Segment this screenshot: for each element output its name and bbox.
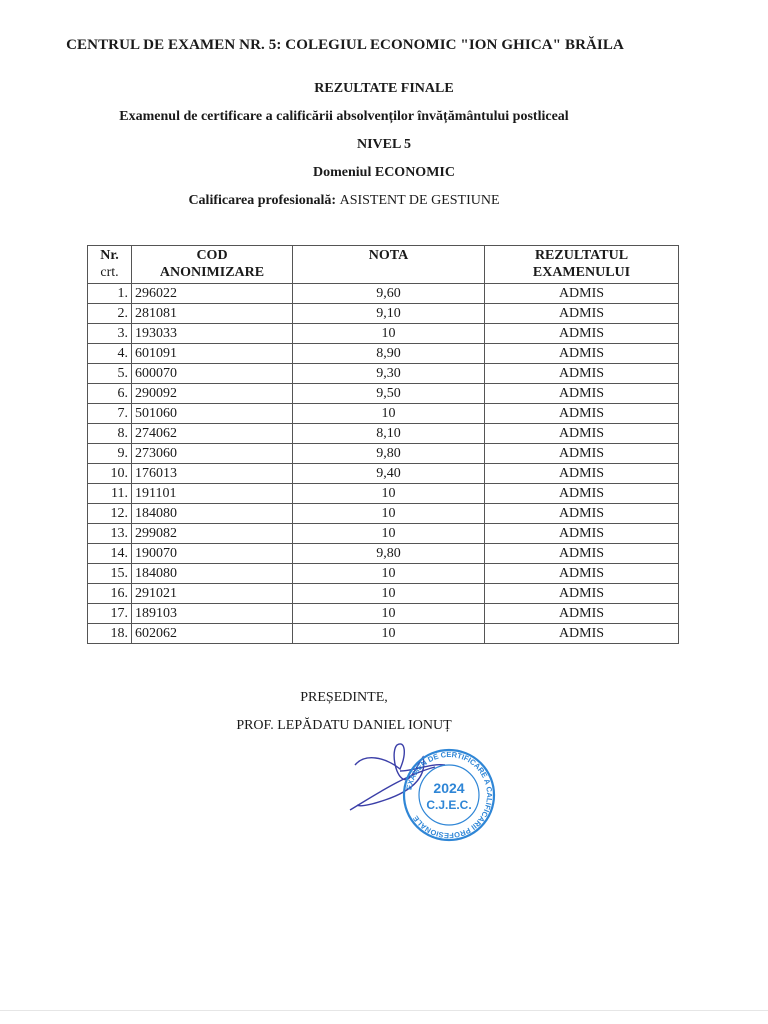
row-grade: 9,80 xyxy=(293,444,485,464)
header-nota: NOTA xyxy=(293,246,485,284)
seal-year: 2024 xyxy=(433,780,465,796)
exam-center-title: CENTRUL DE EXAMEN NR. 5: COLEGIUL ECONOMIC "ION GHICA" BRĂILA xyxy=(66,37,624,53)
row-code: 299082 xyxy=(132,524,293,544)
row-result: ADMIS xyxy=(485,624,679,644)
qualification-line xyxy=(0,193,728,209)
row-code: 291021 xyxy=(132,584,293,604)
row-result: ADMIS xyxy=(485,304,679,324)
row-grade: 8,10 xyxy=(293,424,485,444)
row-number: 10. xyxy=(88,464,132,484)
row-grade: 9,10 xyxy=(293,304,485,324)
row-grade: 10 xyxy=(293,404,485,424)
row-code: 601091 xyxy=(132,344,293,364)
row-grade: 10 xyxy=(293,624,485,644)
row-code: 602062 xyxy=(132,624,293,644)
row-grade: 8,90 xyxy=(293,344,485,364)
row-grade: 10 xyxy=(293,324,485,344)
row-result: ADMIS xyxy=(485,544,679,564)
row-result: ADMIS xyxy=(485,444,679,464)
row-result: ADMIS xyxy=(485,564,679,584)
row-number: 15. xyxy=(88,564,132,584)
row-grade: 10 xyxy=(293,524,485,544)
stamp-signature xyxy=(345,735,505,845)
row-number: 4. xyxy=(88,344,132,364)
row-result: ADMIS xyxy=(485,384,679,404)
row-result: ADMIS xyxy=(485,364,679,384)
row-grade: 9,80 xyxy=(293,544,485,564)
row-code: 176013 xyxy=(132,464,293,484)
row-result: ADMIS xyxy=(485,344,679,364)
row-number: 9. xyxy=(88,444,132,464)
table-row xyxy=(88,604,679,624)
row-result: ADMIS xyxy=(485,424,679,444)
row-result: ADMIS xyxy=(485,284,679,304)
table-row xyxy=(88,464,679,484)
exam-description: Examenul de certificare a calificării absolvenților învățământului postliceal xyxy=(119,109,569,124)
row-number: 1. xyxy=(88,284,132,304)
row-code: 184080 xyxy=(132,504,293,524)
row-result: ADMIS xyxy=(485,584,679,604)
table-header-row xyxy=(88,246,679,284)
row-code: 290092 xyxy=(132,384,293,404)
row-result: ADMIS xyxy=(485,484,679,504)
row-number: 7. xyxy=(88,404,132,424)
row-grade: 10 xyxy=(293,584,485,604)
table-row xyxy=(88,484,679,504)
row-code: 274062 xyxy=(132,424,293,444)
row-number: 11. xyxy=(88,484,132,504)
row-result: ADMIS xyxy=(485,404,679,424)
qualification-label: Calificarea profesională: xyxy=(188,193,337,208)
table-row xyxy=(88,544,679,564)
level-label: NIVEL 5 xyxy=(356,137,412,152)
row-result: ADMIS xyxy=(485,324,679,344)
table-row xyxy=(88,384,679,404)
seal-ring-text: EXAMEN DE CERTIFICARE A CALIFICĂRII PROFESIONALE xyxy=(404,749,495,841)
row-grade: 10 xyxy=(293,604,485,624)
row-grade: 9,60 xyxy=(293,284,485,304)
row-number: 6. xyxy=(88,384,132,404)
header-cod: COD ANONIMIZARE xyxy=(132,246,293,284)
table-row xyxy=(88,584,679,604)
row-grade: 10 xyxy=(293,564,485,584)
row-number: 8. xyxy=(88,424,132,444)
row-result: ADMIS xyxy=(485,524,679,544)
table-row xyxy=(88,344,679,364)
table-row xyxy=(88,444,679,464)
row-number: 3. xyxy=(88,324,132,344)
row-code: 501060 xyxy=(132,404,293,424)
table-row xyxy=(88,504,679,524)
results-table xyxy=(87,245,679,644)
row-code: 193033 xyxy=(132,324,293,344)
table-row xyxy=(88,524,679,544)
row-grade: 10 xyxy=(293,484,485,504)
row-number: 16. xyxy=(88,584,132,604)
seal-stamp xyxy=(404,750,494,840)
row-grade: 10 xyxy=(293,504,485,524)
header-rezultat: REZULTATUL EXAMENULUI xyxy=(485,246,679,284)
seal-abbr: C.J.E.C. xyxy=(426,798,472,812)
row-code: 189103 xyxy=(132,604,293,624)
row-code: 600070 xyxy=(132,364,293,384)
row-grade: 9,50 xyxy=(293,384,485,404)
row-grade: 9,40 xyxy=(293,464,485,484)
table-row xyxy=(88,624,679,644)
table-row xyxy=(88,284,679,304)
row-grade: 9,30 xyxy=(293,364,485,384)
table-row xyxy=(88,304,679,324)
domain-label: Domeniul ECONOMIC xyxy=(313,165,455,180)
row-code: 190070 xyxy=(132,544,293,564)
row-number: 2. xyxy=(88,304,132,324)
row-number: 14. xyxy=(88,544,132,564)
table-row xyxy=(88,364,679,384)
row-number: 18. xyxy=(88,624,132,644)
row-number: 5. xyxy=(88,364,132,384)
results-title: REZULTATE FINALE xyxy=(314,81,454,96)
table-row xyxy=(88,564,679,584)
row-code: 191101 xyxy=(132,484,293,504)
header-nr: Nr. crt. xyxy=(88,246,132,284)
qualification-value: ASISTENT DE GESTIUNE xyxy=(339,193,500,208)
row-code: 281081 xyxy=(132,304,293,324)
page-bottom-edge xyxy=(0,1010,768,1011)
president-name: PROF. LEPĂDATU DANIEL IONUȚ xyxy=(236,718,452,733)
row-code: 296022 xyxy=(132,284,293,304)
row-number: 17. xyxy=(88,604,132,624)
row-number: 12. xyxy=(88,504,132,524)
table-row xyxy=(88,424,679,444)
table-row xyxy=(88,324,679,344)
row-result: ADMIS xyxy=(485,464,679,484)
president-title: PREȘEDINTE, xyxy=(300,690,388,705)
row-code: 184080 xyxy=(132,564,293,584)
row-number: 13. xyxy=(88,524,132,544)
row-result: ADMIS xyxy=(485,604,679,624)
row-result: ADMIS xyxy=(485,504,679,524)
table-row xyxy=(88,404,679,424)
row-code: 273060 xyxy=(132,444,293,464)
